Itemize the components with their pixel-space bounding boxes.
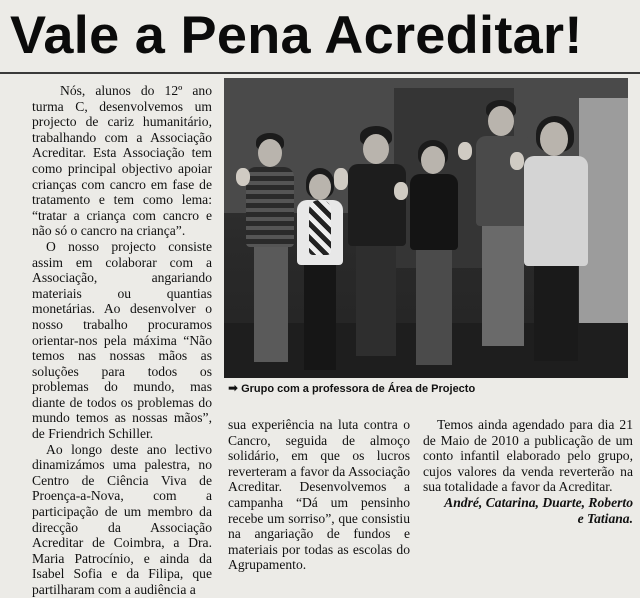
photo-caption-text: Grupo com a professora de Área de Projecto bbox=[241, 383, 476, 395]
article-headline: Vale a Pena Acreditar! bbox=[10, 6, 583, 65]
paragraph: Nós, alunos do 12º ano turma C, desenvolvemos um projecto de cariz humanitário, trabalhando com a Associação Acreditar. Esta Associação tem como principal objectivo apoiar crianças com cancro em fase de tratamento e tem como lema: “tratar a criança com cancro e não só o cancro na criança”. bbox=[32, 83, 212, 239]
author-signature: André, Catarina, Duarte, Roberto e Tatiana. bbox=[444, 494, 633, 526]
paragraph: O nosso projecto consiste assim em colaborar com a Associação, angariando materiais ou quantias monetárias. Ao desenvolver o nosso trabalho procuramos orientar-nos pela máxima “Não temos nas nossas mãos as soluções para todos os problemas do mundo, mas diante de todos os problemas do mundo temos as nossas mãos”, de Friendrich Schiller. bbox=[32, 238, 212, 442]
article-column-1 bbox=[32, 83, 212, 598]
paragraph: sua experiência na luta contra o Cancro, seguida de almoço solidário, em que os lucros reverteram a favor da Associação Acreditar. Desenvolvemos a campanha “Dá um pensinho recebe um sorriso”, que consistiu na angariação de fundos e materiais por todas as escolas do Agrupamento. bbox=[228, 417, 410, 573]
article-column-2 bbox=[228, 417, 410, 573]
article-column-3 bbox=[423, 417, 633, 526]
headline-divider bbox=[0, 72, 640, 74]
paragraph: Temos ainda agendado para dia 21 de Maio de 2010 a publicação de um conto infantil elaborado pelo grupo, cujos valores da venda reverterão na sua totalidade a favor da Acreditar. bbox=[423, 417, 633, 495]
paragraph: Ao longo deste ano lectivo dinamizámos uma palestra, no Centro de Ciência Viva de Proença-a-Nova, com a participação de um membro da direcção da Associação Acreditar de Coimbra, a Dra. Maria Patrocínio, e ainda da Isabel Sofia e da Filipa, que partilharam com a audiência a bbox=[32, 441, 212, 597]
photo-caption bbox=[228, 380, 632, 396]
group-photo bbox=[224, 78, 628, 378]
arrow-icon: ➡ bbox=[228, 381, 239, 395]
